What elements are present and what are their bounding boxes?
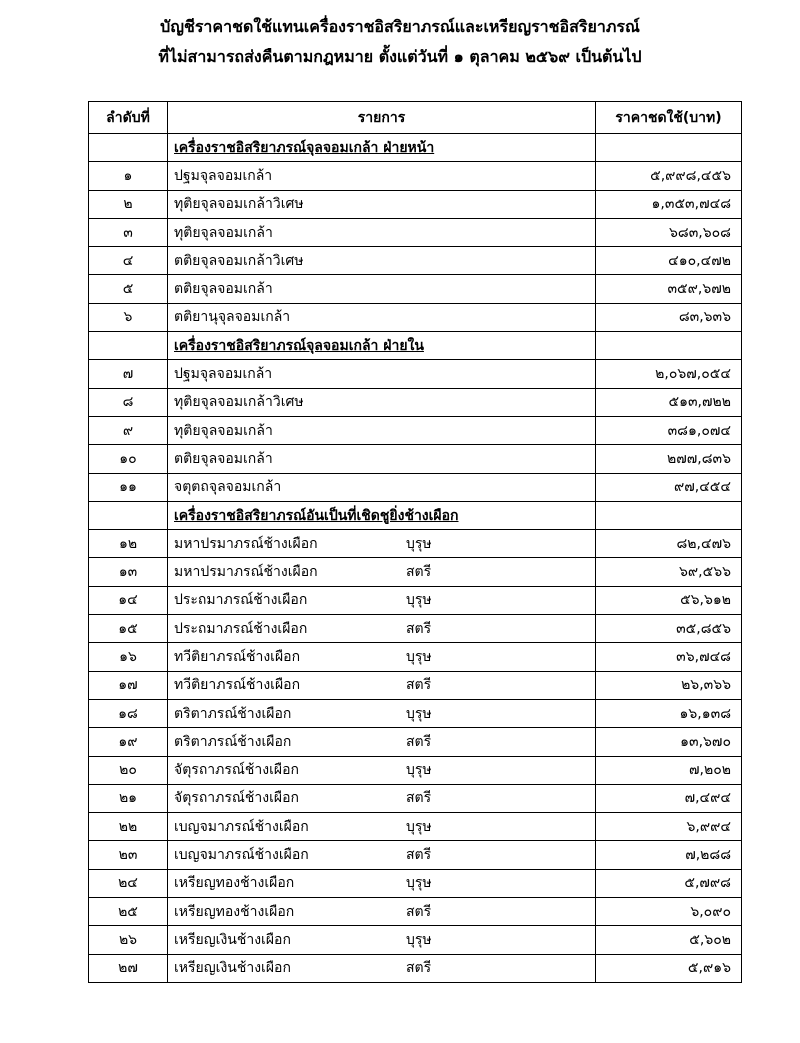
section-price-cell [596,501,742,529]
row-number: ๑๖ [89,643,168,671]
row-number: ๒๖ [89,926,168,954]
row-item-cell [168,388,596,416]
row-item-cell [168,699,596,727]
header-no: ลำดับที่ [89,102,168,134]
row-item-cell [168,218,596,246]
item-name: ตติยจุลจอมเกล้าวิเศษ [174,252,304,269]
row-price: ๒,๐๖๗,๐๕๔ [596,360,742,388]
row-price: ๕๖,๖๑๒ [596,586,742,614]
row-number: ๖ [89,303,168,331]
row-price: ๕,๙๑๖ [596,954,742,982]
item-name: ตริตาภรณ์ช้างเผือก [174,705,292,722]
row-price: ๘๓,๖๓๖ [596,303,742,331]
row-number: ๑๐ [89,445,168,473]
table-row [89,162,742,190]
row-item-cell [168,416,596,444]
item-name: จัตุรถาภรณ์ช้างเผือก [174,790,299,807]
row-number: ๕ [89,275,168,303]
row-number: ๑๘ [89,699,168,727]
row-price: ๒๖,๓๖๖ [596,671,742,699]
item-sex: บุรุษ [406,705,432,722]
row-item-cell [168,247,596,275]
table-row [89,275,742,303]
row-price: ๒๗๗,๘๓๖ [596,445,742,473]
section-price-cell [596,134,742,162]
row-price: ๓๖,๗๔๘ [596,643,742,671]
item-name: เหรียญทองช้างเผือก [174,875,295,892]
section-title: เครื่องราชอิสริยาภรณ์จุลจอมเกล้า ฝ่ายหน้า [168,134,596,162]
row-number: ๑๒ [89,530,168,558]
row-price: ๔๑๐,๔๗๒ [596,247,742,275]
table-row [89,388,742,416]
row-number: ๑๑ [89,473,168,501]
table-row [89,728,742,756]
table-row [89,643,742,671]
item-sex: บุรุษ [406,648,432,665]
item-name: ทุติยจุลจอมเกล้า [174,224,273,241]
row-item-cell [168,360,596,388]
row-number: ๑๕ [89,615,168,643]
row-number: ๒๓ [89,841,168,869]
item-sex: สตรี [406,903,432,920]
row-item-cell [168,275,596,303]
row-item-cell [168,926,596,954]
section-row [89,332,742,360]
item-name: ตริตาภรณ์ช้างเผือก [174,733,292,750]
row-item-cell [168,898,596,926]
row-number: ๑๗ [89,671,168,699]
page-title-line-2: ที่ไม่สามารถส่งคืนตามกฎหมาย ตั้งแต่วันที่ ๑ ตุลาคม ๒๕๖๙ เป็นต้นไป [158,47,642,66]
header-price: ราคาชดใช้(บาท) [596,102,742,134]
row-number: ๒๔ [89,869,168,897]
row-item-cell [168,784,596,812]
item-name: ปฐมจุลจอมเกล้า [174,366,273,383]
item-sex: สตรี [406,847,432,864]
section-price-cell [596,332,742,360]
section-no-cell [89,134,168,162]
row-price: ๑,๓๕๓,๗๔๘ [596,190,742,218]
table-row [89,954,742,982]
item-name: ประถมาภรณ์ช้างเผือก [174,620,308,637]
table-row [89,218,742,246]
item-name: เหรียญเงินช้างเผือก [174,931,291,948]
table-row [89,360,742,388]
row-price: ๖๙,๕๖๖ [596,558,742,586]
page-title-line-1: บัญชีราคาชดใช้แทนเครื่องราชอิสริยาภรณ์และเหรียญราชอิสริยาภรณ์ [160,17,640,36]
row-number: ๑๓ [89,558,168,586]
row-item-cell [168,813,596,841]
row-item-cell [168,162,596,190]
item-sex: สตรี [406,564,432,581]
item-sex: บุรุษ [406,818,432,835]
row-item-cell [168,445,596,473]
table-row [89,615,742,643]
item-name: เหรียญทองช้างเผือก [174,903,295,920]
row-item-cell [168,841,596,869]
table-row [89,813,742,841]
item-sex: สตรี [406,620,432,637]
row-number: ๒๗ [89,954,168,982]
price-table [88,101,742,983]
row-number: ๔ [89,247,168,275]
table-row [89,416,742,444]
row-item-cell [168,954,596,982]
row-item-cell [168,671,596,699]
row-item-cell [168,869,596,897]
row-price: ๘๒,๔๗๖ [596,530,742,558]
row-price: ๖,๙๙๔ [596,813,742,841]
item-name: จัตุรถาภรณ์ช้างเผือก [174,762,299,779]
item-name: ทุติยจุลจอมเกล้าวิเศษ [174,394,304,411]
section-row [89,134,742,162]
row-item-cell [168,530,596,558]
table-header-row [89,102,742,134]
row-number: ๒๒ [89,813,168,841]
row-price: ๓๕๙,๖๗๒ [596,275,742,303]
row-price: ๑๓,๖๗๐ [596,728,742,756]
table-row [89,841,742,869]
item-sex: บุรุษ [406,931,432,948]
item-sex: บุรุษ [406,762,432,779]
row-price: ๖๘๓,๖๐๘ [596,218,742,246]
row-number: ๑ [89,162,168,190]
item-name: มหาปรมาภรณ์ช้างเผือก [174,564,318,581]
item-sex: สตรี [406,790,432,807]
item-sex: บุรุษ [406,535,432,552]
item-sex: สตรี [406,960,432,977]
row-price: ๕,๗๙๘ [596,869,742,897]
price-table-body [89,102,742,983]
item-sex: บุรุษ [406,875,432,892]
item-name: เบญจมาภรณ์ช้างเผือก [174,847,309,864]
item-name: ตติยจุลจอมเกล้า [174,450,273,467]
row-number: ๒ [89,190,168,218]
row-item-cell [168,756,596,784]
row-price: ๙๗,๔๕๔ [596,473,742,501]
table-row [89,671,742,699]
row-price: ๗,๒๐๒ [596,756,742,784]
row-price: ๗,๒๘๘ [596,841,742,869]
item-name: ทวีติยาภรณ์ช้างเผือก [174,677,301,694]
row-price: ๗,๔๙๔ [596,784,742,812]
item-name: ทวีติยาภรณ์ช้างเผือก [174,648,301,665]
table-row [89,190,742,218]
item-sex: สตรี [406,733,432,750]
row-number: ๑๔ [89,586,168,614]
table-row [89,586,742,614]
header-item: รายการ [168,102,596,134]
section-row [89,501,742,529]
table-row [89,558,742,586]
item-name: จตุตถจุลจอมเกล้า [174,479,282,496]
item-name: ตติยจุลจอมเกล้า [174,281,273,298]
table-row [89,473,742,501]
item-name: ทุติยจุลจอมเกล้า [174,422,273,439]
table-row [89,898,742,926]
item-sex: บุรุษ [406,592,432,609]
row-item-cell [168,303,596,331]
row-item-cell [168,558,596,586]
row-price: ๓๕,๘๕๖ [596,615,742,643]
item-name: มหาปรมาภรณ์ช้างเผือก [174,535,318,552]
item-name: ทุติยจุลจอมเกล้าวิเศษ [174,196,304,213]
table-row [89,530,742,558]
item-name: เหรียญเงินช้างเผือก [174,960,291,977]
row-number: ๑๙ [89,728,168,756]
table-row [89,756,742,784]
row-number: ๒๑ [89,784,168,812]
row-price: ๕,๙๙๘,๔๕๖ [596,162,742,190]
section-title: เครื่องราชอิสริยาภรณ์จุลจอมเกล้า ฝ่ายใน [168,332,596,360]
table-row [89,699,742,727]
row-number: ๗ [89,360,168,388]
table-row [89,869,742,897]
row-price: ๓๘๑,๐๗๔ [596,416,742,444]
row-price: ๕๑๓,๗๒๒ [596,388,742,416]
row-item-cell [168,728,596,756]
row-number: ๘ [89,388,168,416]
table-row [89,926,742,954]
row-number: ๒๐ [89,756,168,784]
section-title: เครื่องราชอิสริยาภรณ์อันเป็นที่เชิดชูยิ่งช้างเผือก [168,501,596,529]
row-item-cell [168,615,596,643]
item-sex: สตรี [406,677,432,694]
item-name: ประถมาภรณ์ช้างเผือก [174,592,308,609]
table-row [89,445,742,473]
row-item-cell [168,473,596,501]
section-no-cell [89,501,168,529]
row-number: ๙ [89,416,168,444]
table-row [89,784,742,812]
item-name: ปฐมจุลจอมเกล้า [174,167,273,184]
table-row [89,303,742,331]
row-price: ๕,๖๐๒ [596,926,742,954]
row-number: ๓ [89,218,168,246]
row-price: ๑๖,๑๓๘ [596,699,742,727]
item-name: ตติยานุจุลจอมเกล้า [174,309,291,326]
row-item-cell [168,586,596,614]
row-number: ๒๕ [89,898,168,926]
item-name: เบญจมาภรณ์ช้างเผือก [174,818,309,835]
row-item-cell [168,643,596,671]
table-row [89,247,742,275]
row-price: ๖,๐๙๐ [596,898,742,926]
section-no-cell [89,332,168,360]
row-item-cell [168,190,596,218]
